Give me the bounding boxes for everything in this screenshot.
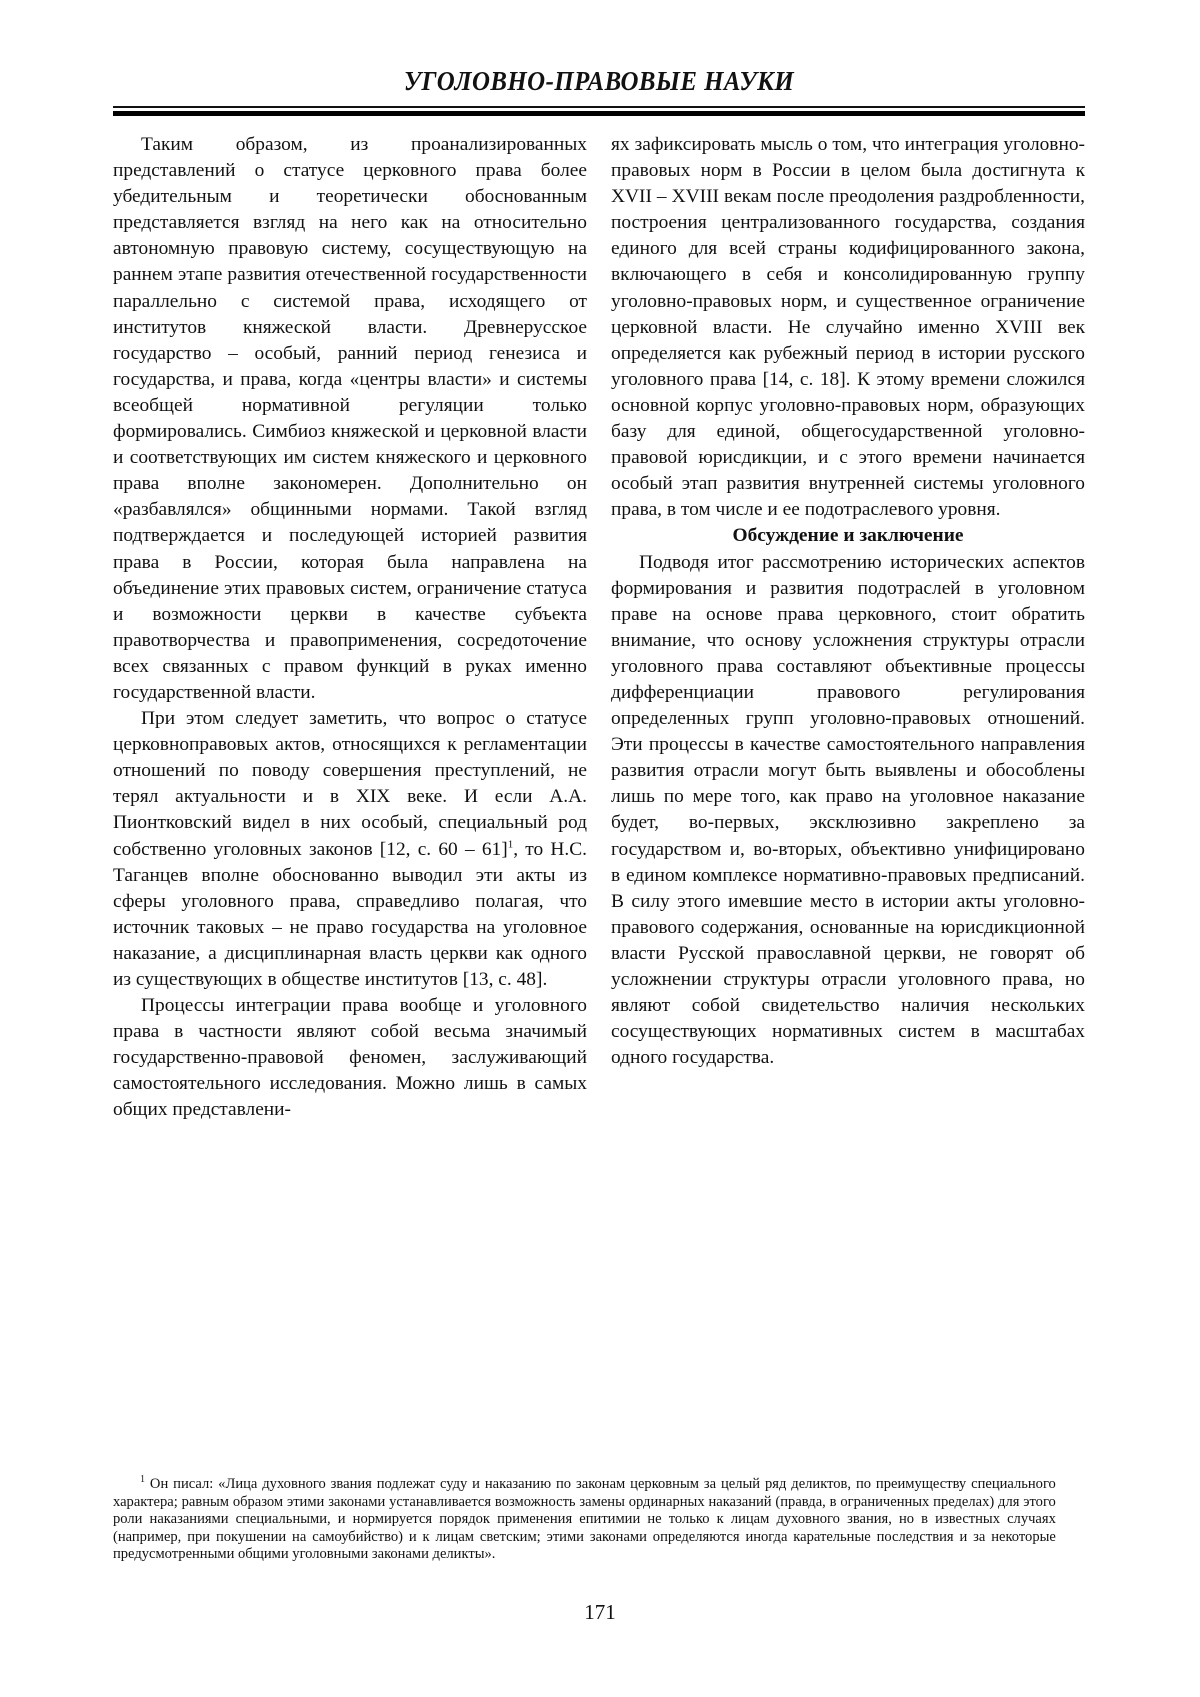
footnote-marker: 1 [140,1474,146,1485]
footnote-text: Он писал: «Лица духовного звания подлежат суду и наказанию по законам церковным за целый ряд деликтов, по преимуществу специального характера; равным образом этими законами устанавливается возможность замены ординарных наказаний (правда, в ограниченных пределах) для этого роли наказаниями специальными, и нормируется порядок применения епитимии не только к лицам духовного звания, но в известных случаях (например, при покушении на самоубийство) и к лицам светским; этими законами определяются иногда карательные последствия и за некоторые предусмотренными общими уголовными законами деликты». [113,1476,1056,1563]
body-paragraph: Процессы интеграции права вообще и уголовного права в частности являют собой весьма значимый государственно-правовой феномен, заслуживающий самостоятельного исследования. Можно лишь в самых общих представлени- [113,995,587,1121]
body-paragraph [113,706,587,993]
left-column [113,132,587,1124]
section-heading: Обсуждение и заключение [732,525,964,547]
body-paragraph: Таким образом, из проанализированных представлений о статусе церковного права более убедительным и теоретически обоснованным представляется взгляд на него как на относительно автономную правовую систему, сосуществующую на раннем этапе развития отечественной государственности параллельно с системой права, исходящего от институтов княжеской власти. Древнерусское государство – особый, ранний период генезиса и государства, и права, когда «центры власти» и системы всеобщей нормативной регуляции только формировались. Симбиоз княжеской и церковной власти и соответствующих им систем княжеского и церковного права вполне закономерен. Дополнительно он «разбавлялся» общинными нормами. Такой взгляд подтверждается и последующей историей развития права в России, которая была направлена на объединение этих правовых систем, ограничение статуса и возможности церкви в качестве субъекта правотворчества и правоприменения, сосредоточение всех связанных с правом функций в руках именно государственной власти. [113,134,587,703]
header-rule-thick [113,111,1085,116]
body-paragraph-text: , то Н.С. Таганцев вполне обоснованно выводил эти акты из сферы уголовного права, справедливо полагая, что источник таковых – не право государства на уголовное наказание, а дисциплинарная власть церкви как одного из существующих в обществе институтов [13, с. 48]. [113,838,587,990]
body-paragraph: ях зафиксировать мысль о том, что интеграция уголовно-правовых норм в России в целом была достигнута к XVII – XVIII векам после преодоления раздробленности, построения централизованного государства, создания единого для всей страны кодифицированного закона, включающего в себя и консолидированную группу уголовно-правовых норм, и существенное ограничение церковной власти. Не случайно именно XVIII век определяется как рубежный период в истории русского уголовного права [14, с. 18]. К этому времени сложился основной корпус уголовно-правовых норм, образующих базу для единой, общегосударственной уголовно-правовой юрисдикции, и с этого времени начинается особый этап развития внутренней системы уголовного права, в том числе и ее подотраслевого уровня. [611,134,1085,521]
footnote-paragraph [113,1476,1056,1564]
body-paragraph-text: При этом следует заметить, что вопрос о статусе церковноправовых актов, относящихся к регламентации отношений по поводу совершения преступлений, не терял актуальности и в XIX веке. И если А.А. Пионтковский видел в них особый, специальный род собственно уголовных законов [12, с. 60 – 61] [113,708,587,860]
footnote-reference[interactable]: 1 [507,838,514,851]
footnote [113,1476,1056,1564]
running-header-section-title: УГОЛОВНО-ПРАВОВЫЕ НАУКИ [403,66,795,96]
page-number: 171 [584,1600,616,1624]
right-column [611,132,1085,1071]
header-rule-thin [113,106,1085,108]
body-paragraph: Подводя итог рассмотрению исторических аспектов формирования и развития подотраслей в уголовном праве на основе права церковного, стоит обратить внимание, что основу усложнения структуры отрасли уголовного права составляют объективные процессы дифференциации правового регулирования определенных групп уголовно-правовых отношений. Эти процессы в качестве самостоятельного направления развития отрасли могут быть выявлены и обособлены лишь по мере того, как право на уголовное наказание будет, во-первых, эксклюзивно закреплено за государством и, во-вторых, объективно унифицировано в едином комплексе нормативно-правовых предписаний. В силу этого имевшие место в истории акты уголовно-правового содержания, основанные на юрисдикционной власти Русской православной церкви, не говорят об усложнении структуры отрасли уголовного права, но являют собой свидетельство наличия нескольких сосуществующих нормативных систем в масштабах одного государства. [611,551,1085,1069]
